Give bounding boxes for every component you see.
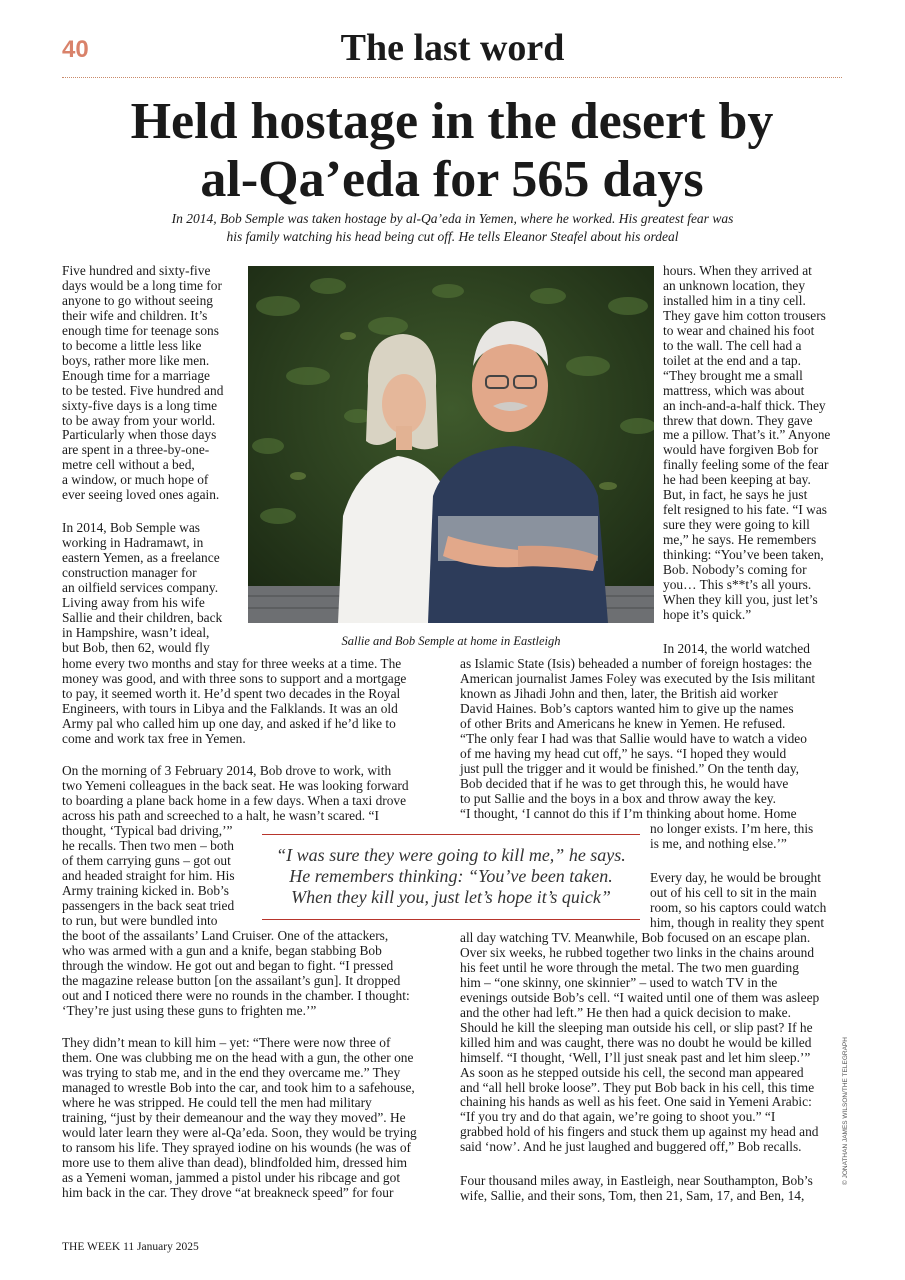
text-line: them. One was clubbing me on the head with a gun, the other one — [62, 1049, 414, 1065]
text-line: Five hundred and sixty-five — [62, 263, 211, 278]
text-line: to ransom his life. They sprayed iodine on his wounds (he was of — [62, 1139, 411, 1155]
text-line: toilet at the end and a tap. — [663, 352, 801, 368]
text-line: of them carrying guns – got out — [62, 852, 231, 868]
text-line: hours. When they arrived at — [663, 263, 812, 278]
text-line: would have forgiven Bob for — [663, 442, 819, 458]
text-line: through the window. He got out and began to fight. “I pressed — [62, 957, 394, 973]
text-line: would later learn they were al-Qa’eda. Soon, they would be trying — [62, 1124, 417, 1140]
text-line: sixty-five days is a long time — [62, 397, 218, 413]
body-paragraph — [62, 657, 447, 747]
photo-credit: © JONATHAN JAMES WILSON/THE TELEGRAPH — [842, 1037, 849, 1185]
body-paragraph — [650, 822, 842, 852]
text-line: out of his cell to sit in the main — [650, 884, 817, 900]
text-line: his feet until he wore through the metal. The two men guarding — [460, 959, 799, 975]
text-line: me a pillow. That’s it.” Anyone — [663, 427, 831, 443]
section-title: The last word — [340, 27, 565, 69]
text-line: me,” he says. He remembers — [663, 532, 817, 548]
text-line: anyone to go without seeing — [62, 292, 213, 308]
text-line: to become a little less like — [62, 337, 202, 353]
headline — [62, 93, 842, 209]
text-line: more use to them alive than dead), blindfolded him, dressed him — [62, 1154, 408, 1170]
text-line: an oilfield services company. — [62, 579, 219, 595]
text-line: and the other had left.” He then had a quick decision to make. — [460, 1004, 791, 1020]
body-paragraph — [460, 1174, 842, 1204]
text-line: killed him and was caught, there was no doubt he would be killed — [460, 1034, 812, 1050]
text-line: of other Brits and Americans he knew in Yemen. He refused. — [460, 715, 786, 731]
text-line: but Bob, then 62, would fly — [62, 639, 210, 655]
text-line: he had been keeping at bay. — [663, 472, 811, 488]
text-line: a window, or much hope of — [62, 472, 209, 488]
text-line: himself. “I thought, ‘Well, I’ll just sneak past and let him sleep.’” — [460, 1049, 811, 1065]
text-line: he recalls. Then two men – both — [62, 837, 234, 853]
text-line: Four thousand miles away, in Eastleigh, near Southampton, Bob’s — [460, 1173, 813, 1188]
text-line: an unknown location, they — [663, 277, 806, 293]
body-paragraph — [62, 764, 447, 824]
headline-line: Held hostage in the desert by — [130, 93, 774, 150]
text-line: to run, but were bundled into — [62, 912, 218, 928]
header-divider — [62, 77, 842, 78]
text-line: felt resigned to his fate. “I was — [663, 502, 827, 518]
text-line: to the wall. The cell had a — [663, 337, 802, 353]
text-line: chaining his hands as well as his feet. One said in Yemeni Arabic: — [460, 1094, 812, 1110]
text-line: They didn’t mean to kill him – yet: “There were now three of — [62, 1035, 391, 1050]
article-photo — [248, 266, 654, 623]
headline-line: al-Qa’eda for 565 days — [200, 151, 704, 208]
body-paragraph — [460, 657, 842, 821]
text-line: metre cell without a bed, — [62, 457, 195, 473]
text-line: to be tested. Five hundred and — [62, 382, 224, 398]
text-line: room, so his captors could watch — [650, 899, 827, 915]
text-line: in Hampshire, wasn’t ideal, — [62, 624, 210, 640]
text-line: Living away from his wife — [62, 594, 205, 610]
text-line: On the morning of 3 February 2014, Bob drove to work, with — [62, 763, 392, 778]
text-line: their wife and children. It’s — [62, 307, 208, 323]
text-line: is me, and nothing else.’” — [650, 835, 787, 851]
text-line: thought, ‘Typical bad driving,’” — [62, 823, 233, 838]
text-line: threw that down. They gave — [663, 412, 813, 428]
text-line: days would be a long time for — [62, 277, 222, 293]
text-line: Over six weeks, he rubbed together two links in the chains around — [460, 944, 815, 960]
photo-caption: Sallie and Bob Semple at home in Eastleigh — [341, 634, 561, 648]
text-line: “They brought me a small — [663, 367, 803, 383]
body-paragraph — [650, 871, 842, 931]
body-paragraph — [663, 264, 841, 623]
text-line: known as Jihadi John and then, later, the British aid worker — [460, 685, 778, 701]
pullquote-line: “I was sure they were going to kill me,” he says. — [276, 845, 626, 865]
text-line: When they kill you, just let’s — [663, 591, 818, 607]
text-line: As soon as he stepped outside his cell, the second man appeared — [460, 1064, 804, 1080]
text-line: installed him in a tiny cell. — [663, 292, 806, 308]
body-paragraph — [62, 824, 257, 929]
text-line: the magazine release button [on the assailant’s gun]. It dropped — [62, 972, 401, 988]
body-paragraph — [62, 264, 240, 503]
text-line: hope it’s quick.” — [663, 606, 752, 622]
text-line: ever seeing loved ones again. — [62, 487, 220, 503]
text-line: an inch-and-a-half thick. They — [663, 397, 826, 413]
text-line: are spent in a three-by-one- — [62, 442, 210, 458]
text-line: “If you try and do that again, we’re going to shoot you.” “I — [460, 1109, 776, 1125]
text-line: ‘They’re just using these guns to frighten me.’” — [62, 1002, 317, 1018]
text-line: of me having my head cut off,” he says. “I hoped they would — [460, 745, 787, 761]
text-line: Army training kicked in. Bob’s — [62, 882, 229, 898]
text-line: grabbed hold of his fingers and stuck them up against my head and — [460, 1124, 819, 1140]
text-line: who was armed with a gun and a knife, began stabbing Bob — [62, 942, 382, 958]
body-paragraph — [62, 929, 447, 1019]
pullquote-line: When they kill you, just let’s hope it’s quick” — [291, 887, 611, 907]
text-line: sure they were going to kill — [663, 517, 810, 533]
text-line: to put Sallie and the boys in a box and throw away the key. — [460, 790, 776, 806]
text-line: Engineers, with tours in Libya and the Falklands. It was an old — [62, 700, 398, 716]
text-line: to boarding a plane back home in a few days. When a taxi drove — [62, 792, 407, 808]
text-line: two Yemeni colleagues in the back seat. He was looking forward — [62, 777, 409, 793]
text-line: Should he kill the sleeping man outside his cell, or slip past? If he — [460, 1019, 813, 1035]
text-line: eastern Yemen, as a freelance — [62, 549, 220, 565]
text-line: In 2014, the world watched — [663, 641, 810, 656]
text-line: home every two months and stay for three weeks at a time. The — [62, 656, 402, 671]
pullquote-rule — [262, 834, 640, 835]
text-line: passengers in the back seat tried — [62, 897, 235, 913]
pullquote-rule — [262, 919, 640, 920]
text-line: and headed straight for him. His — [62, 867, 235, 883]
text-line: But, in fact, he says he just — [663, 487, 808, 503]
text-line: Army pal who called him up one day, and asked if he’d like to — [62, 715, 396, 731]
text-line: Bob. Nobody’s coming for — [663, 562, 807, 578]
text-line: They gave him cotton trousers — [663, 307, 826, 323]
text-line: Every day, he would be brought — [650, 870, 821, 885]
text-line: as Islamic State (Isis) beheaded a number of foreign hostages: the — [460, 656, 812, 671]
text-line: you… This s**t’s all yours. — [663, 577, 812, 593]
text-line: out and I noticed there were no rounds in the chamber. I thought: — [62, 987, 410, 1003]
text-line: said ‘now’. And he just laughed and buggered off,” Bob recalls. — [460, 1139, 802, 1155]
text-line: to wear and chained his foot — [663, 322, 815, 338]
text-line: all day watching TV. Meanwhile, Bob focused on an escape plan. — [460, 930, 811, 945]
text-line: wife, Sallie, and their sons, Tom, then 21, Sam, 17, and Ben, 14, — [460, 1187, 805, 1203]
text-line: across his path and screeched to a halt, he wasn’t scared. “I — [62, 807, 379, 823]
text-line: working in Hadramawt, in — [62, 534, 204, 550]
text-line: to pay, it seemed worth it. He’d spent two decades in the Royal — [62, 685, 401, 701]
text-line: construction manager for — [62, 564, 197, 580]
text-line: evenings outside Bob’s cell. “I waited until one of them was asleep — [460, 989, 820, 1005]
text-line: and “all hell broke loose”. They put Bob back in his cell, this time — [460, 1079, 815, 1095]
text-line: “I thought, ‘I cannot do this if I’m thinking about home. Home — [460, 805, 797, 821]
text-line: finally feeling some of the fear — [663, 457, 829, 473]
standfirst — [120, 210, 785, 246]
page-footer: THE WEEK 11 January 2025 — [62, 1241, 199, 1253]
text-line: thinking: “You’ve been taken, — [663, 547, 824, 563]
text-line: was trying to stab me, and in the end they overcame me.” They — [62, 1064, 401, 1080]
text-line: “The only fear I had was that Sallie would have to watch a video — [460, 730, 807, 746]
text-line: enough time for teenage sons — [62, 322, 219, 338]
page-number: 40 — [62, 36, 89, 63]
text-line: Sallie and their children, back — [62, 609, 223, 625]
text-line: where he was stripped. He could tell the men had military — [62, 1094, 372, 1110]
text-line: Enough time for a marriage — [62, 367, 210, 383]
text-line: the boot of the assailants’ Land Cruiser. One of the attackers, — [62, 928, 389, 943]
body-paragraph — [460, 931, 842, 1155]
text-line: him – “one skinny, one skinnier” – used to watch TV in the — [460, 974, 778, 990]
text-line: him, though in reality they spent — [650, 914, 825, 930]
text-line: boys, rather more like men. — [62, 352, 210, 368]
text-line: money was good, and with three sons to support and a mortgage — [62, 670, 407, 686]
text-line: American journalist James Foley was executed by the Isis militant — [460, 670, 816, 686]
text-line: mattress, which was about — [663, 382, 805, 398]
text-line: come and work tax free in Yemen. — [62, 730, 246, 746]
standfirst-line: his family watching his head being cut off. He tells Eleanor Steafel about his ordeal — [226, 229, 679, 244]
body-paragraph — [62, 1036, 447, 1200]
body-paragraph — [62, 521, 240, 656]
text-line: David Haines. Bob’s captors wanted him to give up the names — [460, 700, 794, 716]
text-line: just pull the trigger and it would be finished.” On the tenth day, — [460, 760, 800, 776]
photo-illustration — [248, 266, 654, 623]
pullquote-line: He remembers thinking: “You’ve been taken. — [289, 866, 613, 886]
standfirst-line: In 2014, Bob Semple was taken hostage by al-Qa’eda in Yemen, where he worked. His greatest fear was — [171, 211, 734, 226]
text-line: training, “just by their demeanour and the way they moved”. He — [62, 1109, 406, 1125]
text-line: In 2014, Bob Semple was — [62, 520, 200, 535]
text-line: no longer exists. I’m here, this — [650, 821, 814, 836]
text-line: as a Yemeni woman, jammed a pistol under his ribcage and got — [62, 1169, 401, 1185]
pullquote — [262, 845, 640, 908]
text-line: Particularly when those days — [62, 427, 217, 443]
text-line: Bob decided that if he was to get through this, he would have — [460, 775, 789, 791]
text-line: him back in the car. They drove “at breakneck speed” for four — [62, 1184, 394, 1200]
text-line: to be away from your world. — [62, 412, 216, 428]
text-line: managed to wrestle Bob into the car, and took him to a safehouse, — [62, 1079, 415, 1095]
